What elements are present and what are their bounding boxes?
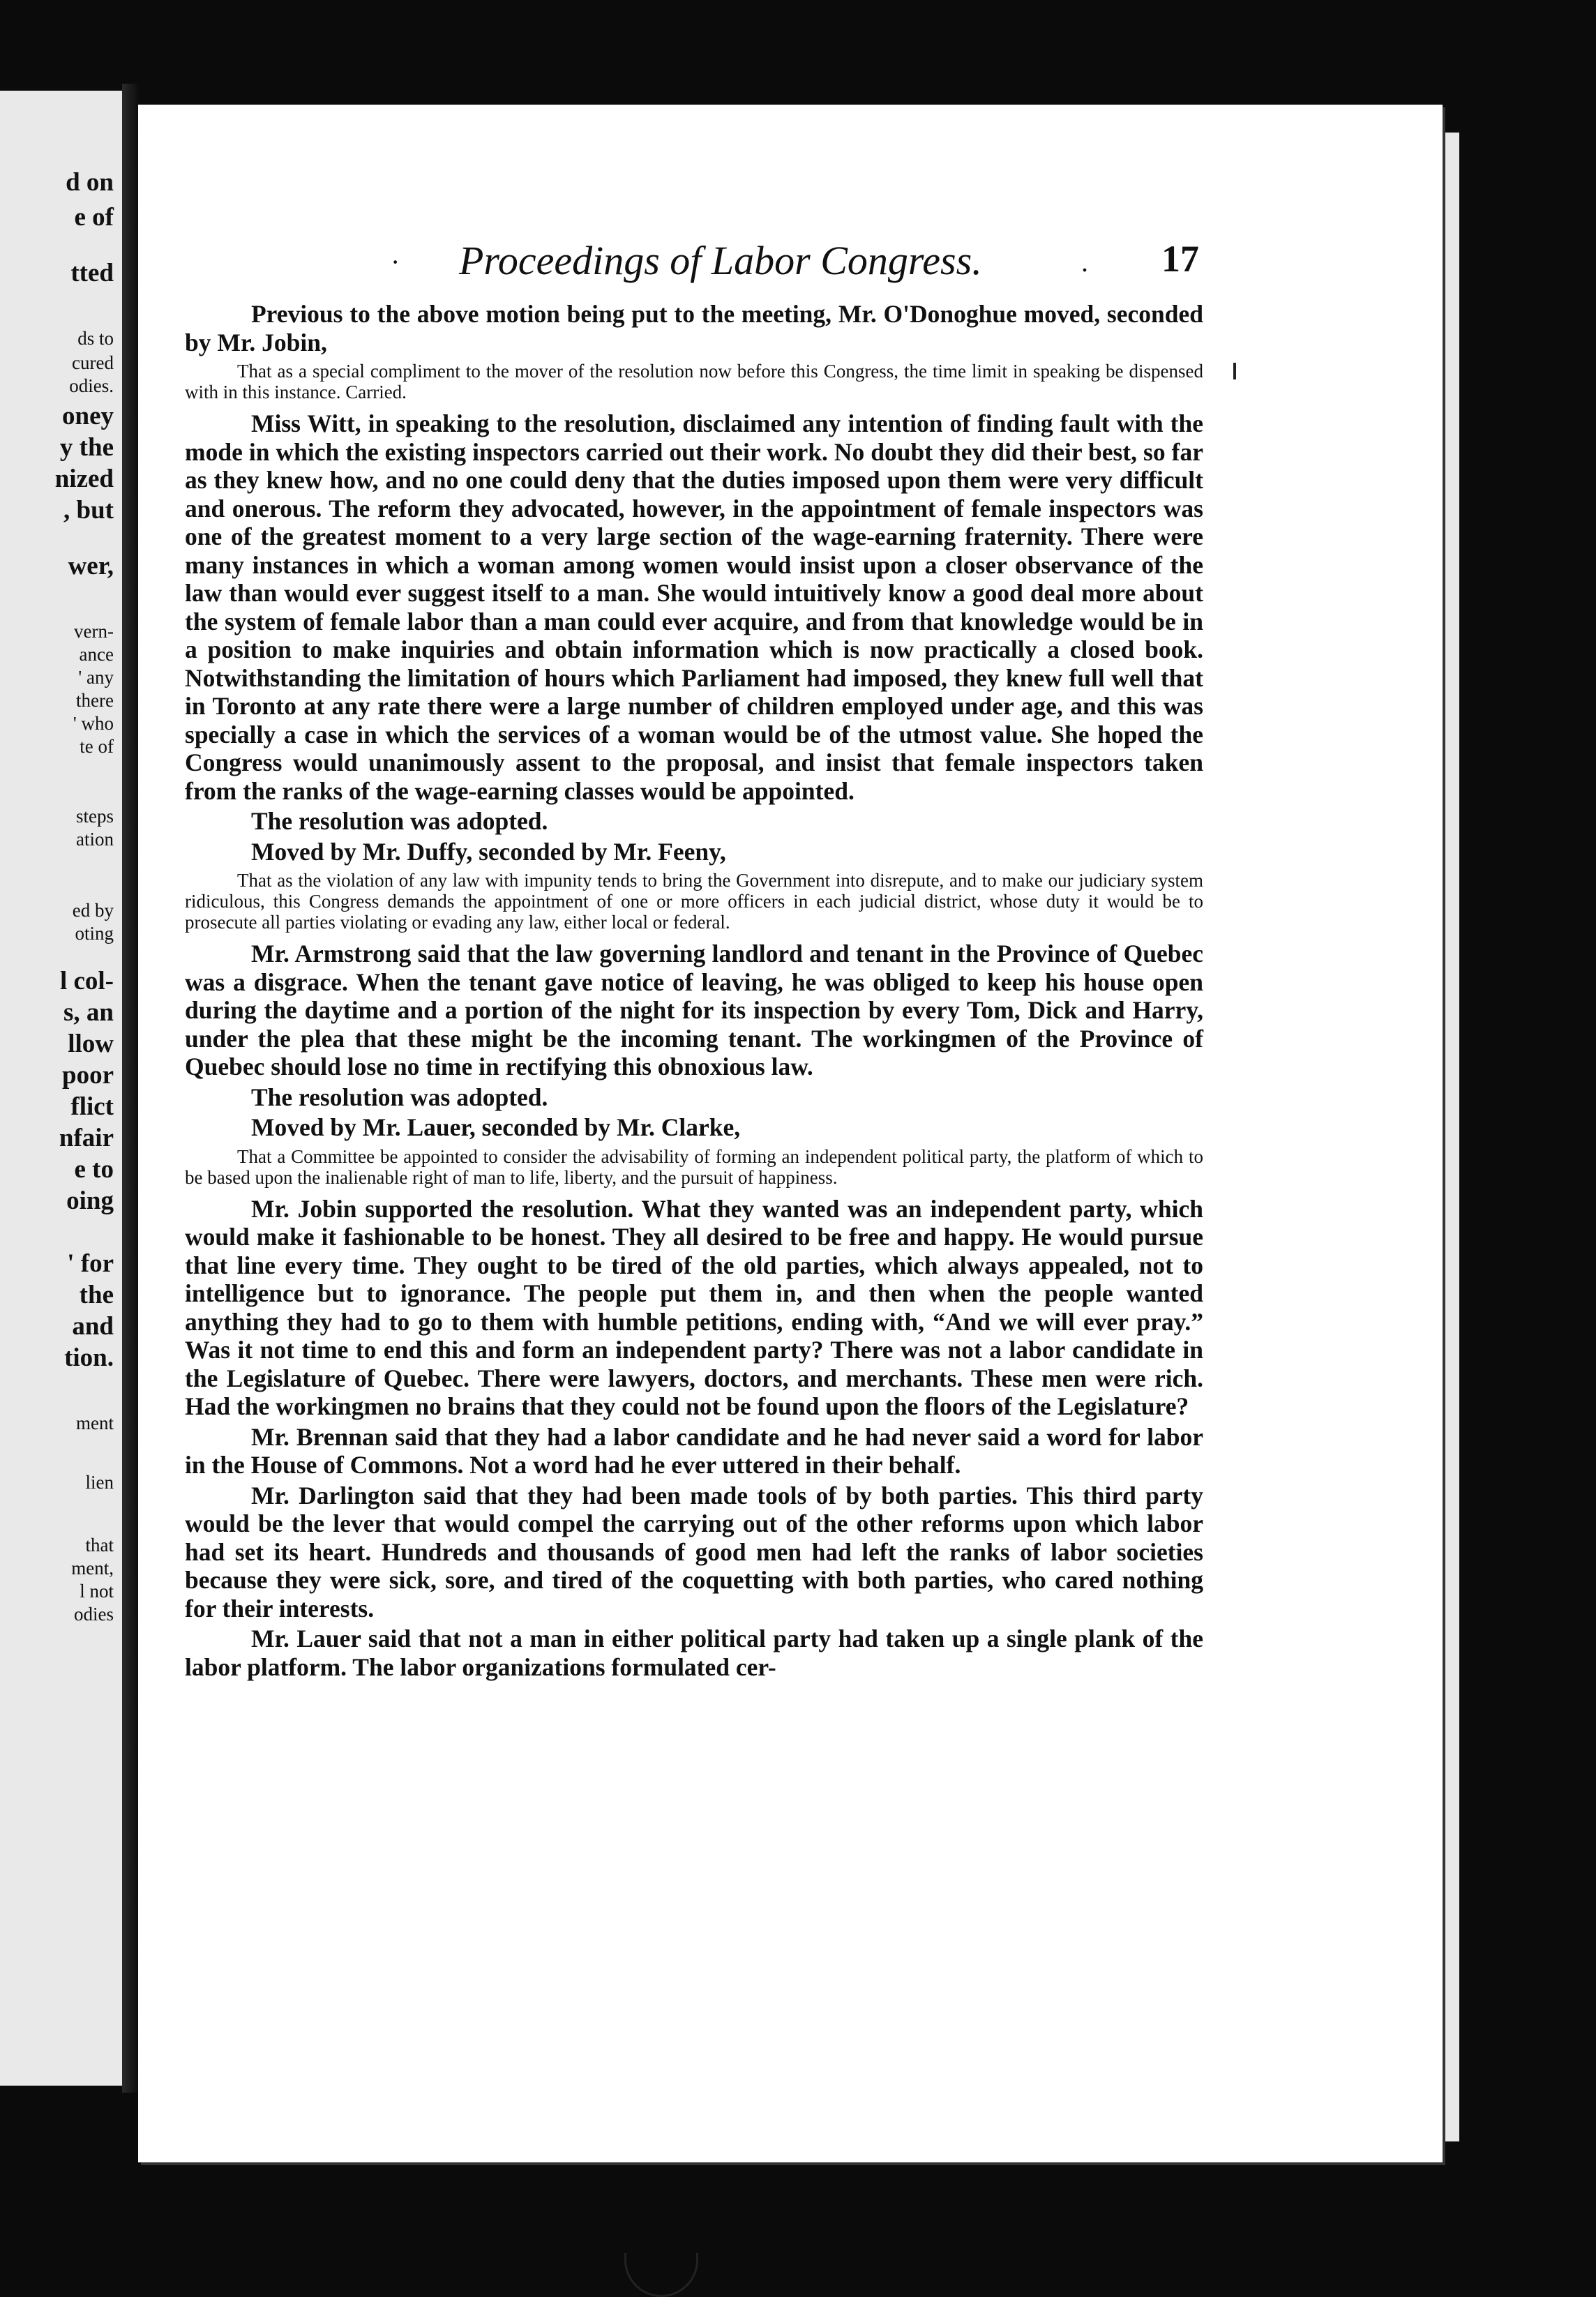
left-page-fragment: e to [74,1155,114,1184]
left-page-fragment: ' for [67,1249,114,1278]
left-page-fragment: d on [66,168,114,197]
left-page-fragment: wer, [68,552,114,580]
body-paragraph: Previous to the above motion being put to the meeting, Mr. O'Donoghue moved, seconded by Mr. Jobin, [185,300,1203,356]
left-page-fragment: the [79,1281,114,1309]
left-page-fragment: nfair [59,1124,114,1152]
resolution-text: That a Committee be appointed to consider the advisability of forming an independent political party, the platform of which to be based upon the inalienable right of man to life, liberty, and the pursuit of happiness. [185,1145,1203,1188]
left-page-fragment: tted [70,259,114,287]
left-page-fragment: ance [79,644,114,665]
left-page-fragment: nized [54,465,114,493]
left-page-fragment: ' who [73,713,114,734]
body-paragraph: The resolution was adopted. [251,1083,548,1111]
left-page-fragment: l not [80,1581,114,1602]
left-page-fragment: that [85,1535,114,1556]
left-page-fragment: ds to [77,328,114,349]
left-page-fragment: , but [63,496,114,525]
left-page-fragment: and [72,1312,114,1341]
left-page-fragment: s, an [63,998,114,1027]
resolution-text: That as a special compliment to the mover of the resolution now before this Congress, the time limit in speaking be dispensed with in this instance. Carried. [185,361,1203,402]
body-paragraph: Moved by Mr. Duffy, seconded by Mr. Feeny, [251,837,726,866]
left-page-fragment: ment [76,1413,114,1433]
body-paragraph: Mr. Darlington said that they had been made tools of by both parties. This third party would be the lever that would compel the carrying out of the other reforms upon which labor had set its heart. Hundreds and thousands of good men had left the ranks of labor societies because they were sick, sore, and tired of the coquetting with both parties, who cared nothing for their interests. [185,1481,1203,1622]
left-page-fragment: oting [75,923,114,944]
left-page-fragment: steps [76,806,114,827]
left-page-fragment: y the [59,433,114,462]
page-body [185,300,1203,1683]
running-title: Proceedings of Labor Congress. [459,238,982,283]
left-page-fragment: flict [70,1092,114,1121]
left-page-fragment: oney [62,402,114,430]
left-page-fragment: tion. [64,1343,114,1372]
left-page-fragment: ed by [72,900,114,921]
margin-mark [1233,363,1236,379]
body-paragraph: Miss Witt, in speaking to the resolution, disclaimed any intention of finding fault with the mode in which the existing inspectors carried out their work. No doubt they did their best, so far as they knew how, and no one could deny that the duties imposed upon them were very difficult and onerous. The reform they advocated, however, in the appointment of female inspectors was one of the greatest moment to a very large section of the wage-earning fraternity. There were many instances in which a woman among women would insist upon a closer observance of the law than would ever suggest itself to a man. She would intuitively know a good deal more about the system of female labor than a man could ever acquire, and from that knowledge would be in a position to make inquiries and obtain information which is now practically a closed book. Notwithstanding the limitation of hours which Parliament had imposed, they knew full well that in Toronto at any rate there were a large number of children employed under age, and this was specially a case in which the services of a woman would be of the utmost value. She hoped the Congress would unanimously assent to the proposal, and insist that female inspectors taken from the ranks of the wage-earning classes would be appointed. [185,409,1203,805]
body-paragraph: The resolution was adopted. [251,807,548,835]
binding-thread [624,2253,698,2297]
left-page-fragment: vern- [74,621,114,642]
left-page-fragment: cured [72,352,114,373]
left-page-fragment: ment, [71,1558,114,1579]
page-gutter [122,84,140,2093]
page-number: 17 [1161,238,1199,280]
body-paragraph: Mr. Brennan said that they had a labor candidate and he had never said a word for labor in the House of Commons. Not a word had he ever uttered in their behalf. [185,1422,1203,1479]
left-page-fragment: llow [68,1030,114,1058]
left-page-fragment: ' any [78,667,114,688]
left-page-fragment: odies [74,1604,114,1625]
header-dot-left: · [391,246,400,278]
resolution-text: That as the violation of any law with impunity tends to bring the Government into disrepute, and to make our judiciary system ridiculous, this Congress demands the appointment of one or more officers in each judicial district, whose duty it would be to prosecute all parties violating or evading any law, either local or federal. [185,870,1203,933]
left-page-fragment: oing [66,1187,114,1215]
body-paragraph: Mr. Armstrong said that the law governing landlord and tenant in the Province of Quebec was a disgrace. When the tenant gave notice of leaving, he was obliged to keep his house open during the daytime and a portion of the night for its inspection by every Tom, Dick and Harry, under the plea that these might be the incoming tenant. The workingmen of the Province of Quebec should lose no time in rectifying this obnoxious law. [185,940,1203,1080]
left-page-fragment: l col- [59,967,114,995]
left-page-fragment: there [76,690,114,711]
left-page-fragment: te of [80,736,114,757]
left-page-fragment: poor [62,1061,114,1090]
left-page-fragment: lien [85,1472,114,1493]
left-facing-page [0,91,124,2086]
left-page-fragment: e of [74,203,114,232]
body-paragraph: Mr. Jobin supported the resolution. What they wanted was an independent party, which would make it fashionable to be honest. They all desired to be free and happy. He would pursue that line every time. They ought to be tired of the old parties, which always appealed, not to intelligence but to ignorance. The people put them in, and then when the people wanted anything they had to go to them with humble petitions, ending with, “And we will ever pray.” Was it not time to end this and form an independent party? There was not a labor candidate in the Legislature of Quebec. There were lawyers, doctors, and merchants. These men were rich. Had the workingmen no brains that they could not be found upon the floors of the Legislature? [185,1194,1203,1420]
left-page-fragment: ation [76,829,114,850]
header-dot-right: . [1081,246,1088,278]
left-page-fragment: odies. [69,375,114,396]
body-paragraph: Moved by Mr. Lauer, seconded by Mr. Clarke, [251,1113,741,1141]
body-paragraph: Mr. Lauer said that not a man in either political party had taken up a single plank of the labor platform. The labor organizations formulated cer- [185,1625,1203,1681]
